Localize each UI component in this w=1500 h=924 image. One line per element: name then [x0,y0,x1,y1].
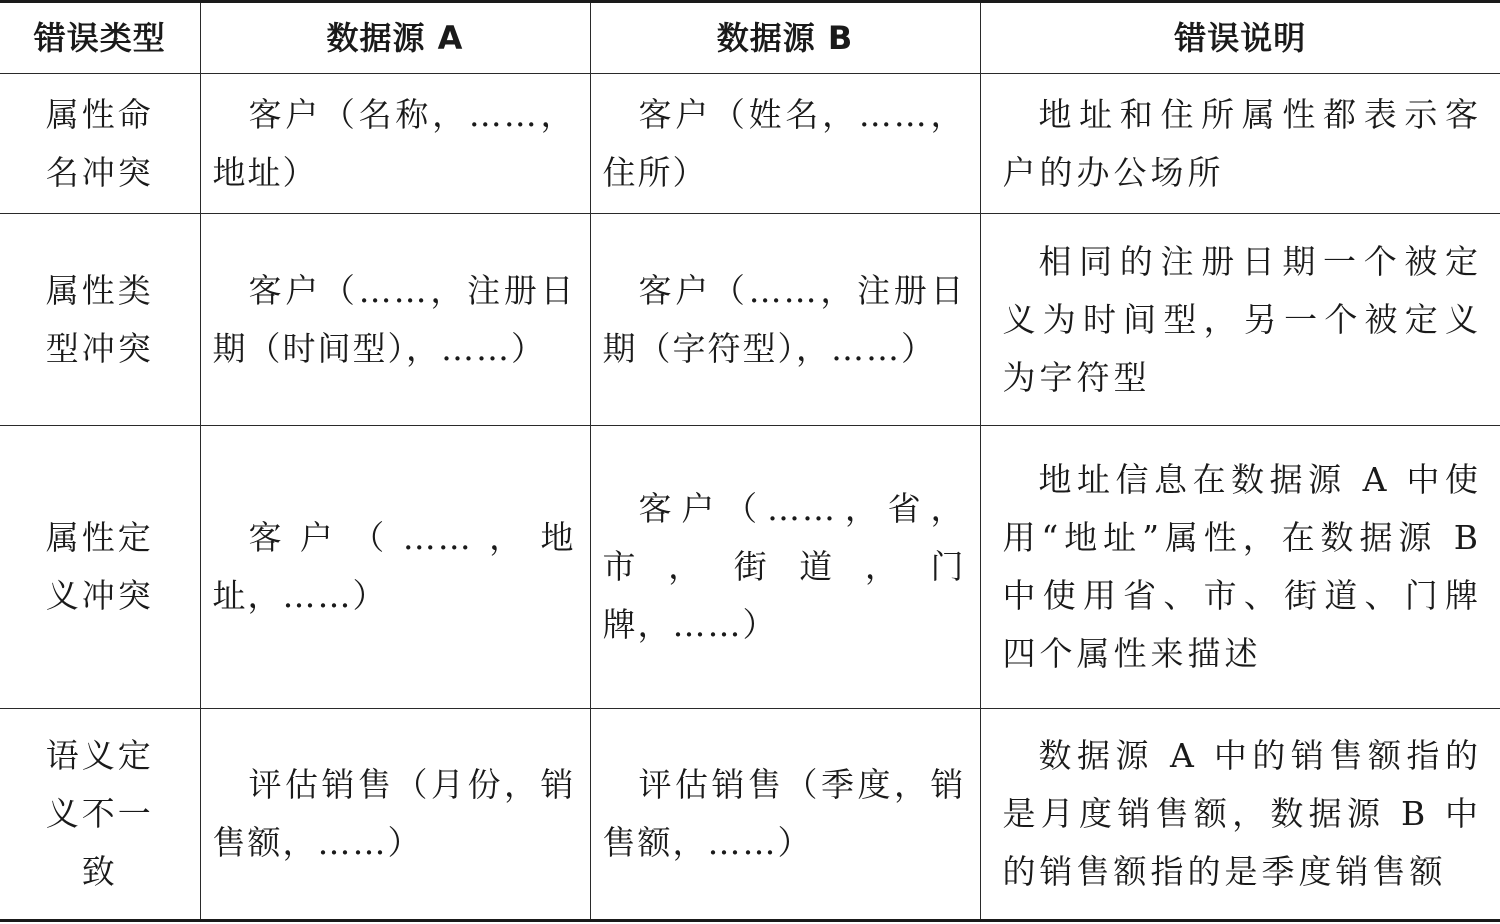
source-b-cell: 客户（……，注册日期（字符型），……） [590,214,980,426]
header-source-a: 数据源 A [200,2,590,74]
header-description: 错误说明 [980,2,1500,74]
header-row [0,2,1500,74]
source-a-cell: 评估销售（月份，销售额，……） [200,709,590,921]
description-cell: 地址和住所属性都表示客户的办公场所 [980,74,1500,214]
header-error-type: 错误类型 [0,2,200,74]
source-a-cell: 客户（……，注册日期（时间型），……） [200,214,590,426]
error-type-cell: 属性命名冲突 [0,74,200,214]
table-row [0,214,1500,426]
error-type-cell: 属性定义冲突 [0,426,200,709]
header-source-b: 数据源 B [590,2,980,74]
source-a-cell: 客户（……，地址，……） [200,426,590,709]
source-b-cell: 评估销售（季度，销售额，……） [590,709,980,921]
table-row [0,426,1500,709]
table-row [0,709,1500,921]
description-cell: 数据源 A 中的销售额指的是月度销售额，数据源 B 中的销售额指的是季度销售额 [980,709,1500,921]
error-type-cell: 属性类型冲突 [0,214,200,426]
source-b-cell: 客户（姓名，……，住所） [590,74,980,214]
source-b-cell: 客户（……，省，市，街道，门牌，……） [590,426,980,709]
source-a-cell: 客户（名称，……，地址） [200,74,590,214]
description-cell: 相同的注册日期一个被定义为时间型，另一个被定义为字符型 [980,214,1500,426]
error-type-cell: 语义定义不一致 [0,709,200,921]
description-cell: 地址信息在数据源 A 中使用“地址”属性，在数据源 B 中使用省、市、街道、门牌四个属性来描述 [980,426,1500,709]
table-row [0,74,1500,214]
